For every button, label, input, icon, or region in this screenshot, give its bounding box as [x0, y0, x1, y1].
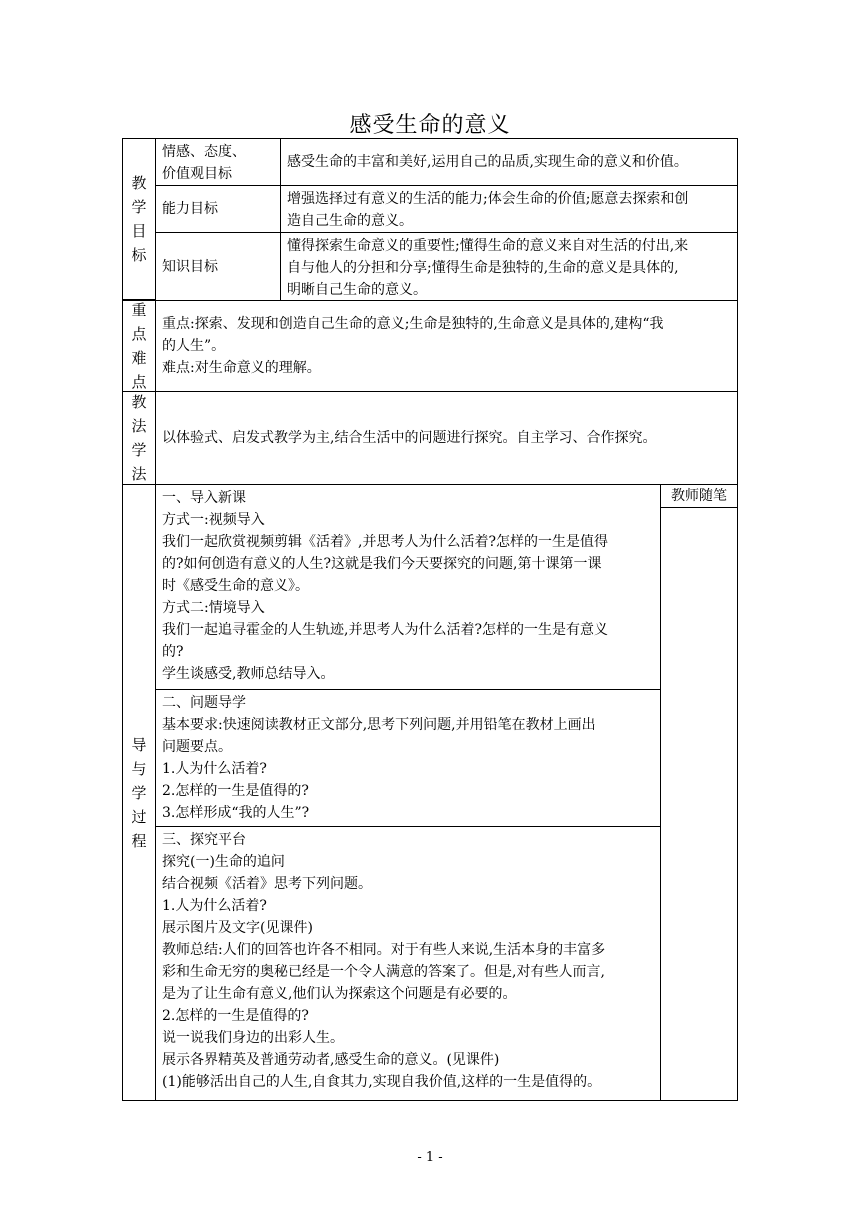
- methods-label-char: 法: [131, 465, 147, 483]
- section-line: 展示图片及文字(见课件): [162, 920, 313, 936]
- objective-content-line: 自与他人的分担和分享;懂得生命是独特的,生命的意义是具体的,: [287, 260, 679, 276]
- process-section-questions: [155, 689, 661, 827]
- objectives-label-char: 目: [131, 222, 147, 240]
- process-label-char: 学: [131, 783, 147, 802]
- objective-content-line: 增强选择过有意义的生活的能力;体会生命的价值;愿意去探索和创: [287, 191, 689, 207]
- section-line: 结合视频《活着》思考下列问题。: [162, 876, 372, 892]
- section-line: 一、导入新课: [162, 490, 246, 506]
- section-line: 的?如何创造有意义的人生?这就是我们今天要探究的问题,第十课第一课: [162, 556, 602, 572]
- keypoints-label-char: 点: [131, 373, 147, 391]
- objective-name-line: 情感、态度、: [162, 144, 246, 160]
- process-section-intro: [155, 484, 661, 690]
- process-label-char: 过: [131, 807, 147, 826]
- section-line: 2.怎样的一生是值得的?: [162, 1008, 309, 1024]
- objective-content-ability: [280, 185, 738, 233]
- keypoints-label-char: 重: [131, 301, 147, 319]
- process-label-char: 程: [131, 831, 147, 850]
- objective-name-line: 知识目标: [162, 258, 218, 275]
- objectives-label-char: 学: [131, 198, 147, 216]
- section-line: 教师总结:人们的回答也许各不相同。对于有些人来说,生活本身的丰富多: [162, 942, 606, 958]
- methods-label: [122, 391, 156, 485]
- page-number: - 1 -: [417, 1150, 443, 1165]
- section-line: 方式一:视频导入: [162, 512, 265, 528]
- objective-name-ability: [155, 185, 281, 233]
- section-line: 二、问题导学: [162, 695, 246, 711]
- keypoints-line: 难点:对生命意义的理解。: [162, 360, 321, 376]
- process-label-char: 与: [131, 759, 147, 778]
- objective-name-line: 价值观目标: [162, 166, 232, 182]
- section-line: 学生谈感受,教师总结导入。: [162, 666, 335, 682]
- keypoints-content: [155, 300, 738, 392]
- objective-name-emotion: [155, 138, 281, 186]
- objective-content-line: 明晰自己生命的意义。: [287, 282, 427, 298]
- section-line: 1.人为什么活着?: [162, 898, 267, 914]
- section-line: 我们一起追寻霍金的人生轨迹,并思考人为什么活着?怎样的一生是有意义: [162, 622, 608, 638]
- methods-label-char: 教: [131, 393, 147, 411]
- section-line: 1.人为什么活着?: [162, 761, 267, 777]
- methods-text: 以体验式、启发式教学为主,结合生活中的问题进行探究。自主学习、合作探究。: [162, 430, 657, 446]
- keypoints-label-char: 点: [131, 325, 147, 343]
- process-label-char: 导: [131, 735, 147, 754]
- objective-content-line: 懂得探索生命意义的重要性;懂得生命的意义来自对生活的付出,来: [287, 238, 689, 254]
- methods-label-char: 学: [131, 441, 147, 459]
- objective-content-knowledge: [280, 232, 738, 301]
- section-line: 方式二:情境导入: [162, 600, 265, 616]
- objective-name-knowledge: [155, 232, 281, 301]
- objectives-label-char: 标: [131, 246, 147, 264]
- section-line: 时《感受生命的意义》。: [162, 578, 309, 594]
- section-line: 2.怎样的一生是值得的?: [162, 783, 309, 799]
- process-label: [122, 484, 156, 1101]
- section-line: 展示各界精英及普通劳动者,感受生命的意义。(见课件): [162, 1052, 500, 1068]
- objectives-label-char: 教: [131, 174, 147, 192]
- section-line: 3.怎样形成“我的人生”?: [162, 805, 310, 821]
- document-title: 感受生命的意义: [349, 113, 511, 138]
- teacher-notes-label: 教师随笔: [671, 488, 727, 504]
- objective-content-line: 造自己生命的意义。: [287, 213, 413, 229]
- section-line: 三、探究平台: [162, 832, 246, 848]
- teacher-notes-area: [660, 507, 738, 1101]
- process-section-explore: [155, 826, 661, 1101]
- objectives-label: [122, 138, 156, 300]
- methods-label-char: 法: [131, 417, 147, 435]
- keypoints-label: [122, 300, 156, 392]
- keypoints-line: 重点:探索、发现和创造自己生命的意义;生命是独特的,生命意义是具体的,建构“我: [162, 316, 664, 332]
- methods-content: [155, 391, 738, 485]
- section-line: 是为了让生命有意义,他们认为探索这个问题是有必要的。: [162, 986, 517, 1002]
- keypoints-label-char: 难: [131, 349, 147, 367]
- keypoints-line: 的人生”。: [162, 338, 226, 354]
- objective-content-line: 感受生命的丰富和美好,运用自己的品质,实现生命的意义和价值。: [287, 154, 688, 170]
- section-line: 的?: [162, 644, 184, 660]
- teacher-notes-header: [660, 484, 738, 508]
- objective-content-emotion: [280, 138, 738, 186]
- section-line: (1)能够活出自己的人生,自食其力,实现自我价值,这样的一生是值得的。: [162, 1074, 602, 1090]
- section-line: 我们一起欣赏视频剪辑《活着》,并思考人为什么活着?怎样的一生是值得: [162, 534, 608, 550]
- section-line: 探究(一)生命的追问: [162, 854, 285, 870]
- section-line: 问题要点。: [162, 739, 232, 755]
- objective-name-line: 能力目标: [162, 201, 218, 217]
- section-line: 彩和生命无穷的奥秘已经是一个令人满意的答案了。但是,对有些人而言,: [162, 964, 605, 980]
- section-line: 说一说我们身边的出彩人生。: [162, 1030, 344, 1046]
- section-line: 基本要求:快速阅读教材正文部分,思考下列问题,并用铅笔在教材上画出: [162, 717, 596, 733]
